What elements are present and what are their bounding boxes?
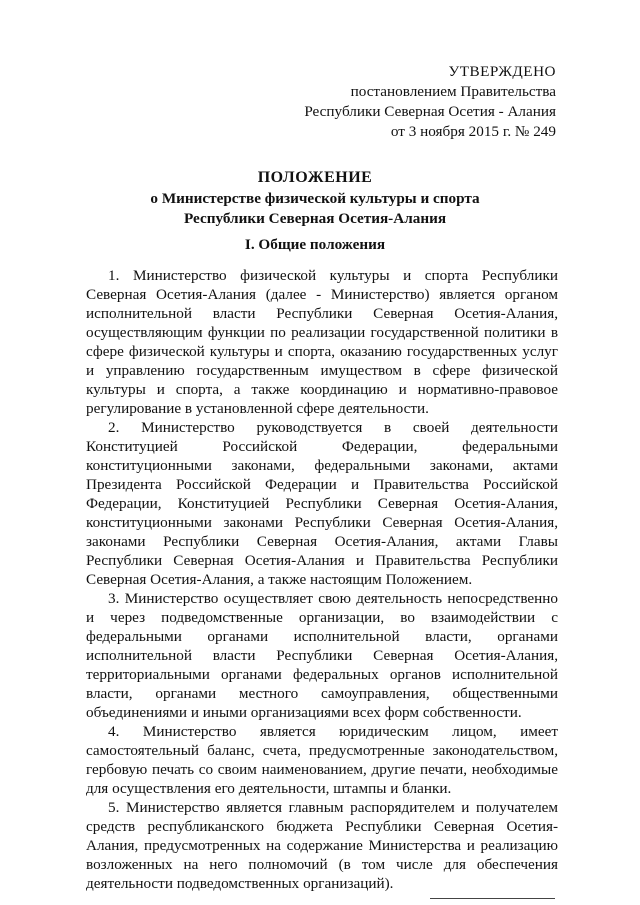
approval-line-date: от 3 ноября 2015 г. № 249 <box>390 123 556 140</box>
paragraph-3: 3. Министерство осуществляет свою деятельность непосредственно и через подведомственные организации, во взаимодействии с федеральными органами исполнительной власти, органами исполнительной власти Республики Северная Осетия-Алания, территориальными органами федеральных органов исполнительной власти, органами местного самоуправления, общественными объединениями и иными организациями всех форм собственности. <box>86 590 558 721</box>
paragraph-5: 5. Министерство является главным распорядителем и получателем средств республиканского бюджета Республики Северная Осетия-Алания, предусмотренных на содержание Министерства и реализацию возложенных на него полномочий (в том числе для обеспечения деятельности подведомственных организаций). <box>86 799 558 892</box>
approval-heading: УТВЕРЖДЕНО <box>448 63 556 80</box>
paragraph-1: 1. Министерство физической культуры и спорта Республики Северная Осетия-Алания (далее - Министерство) является органом исполнительной власти Республики Северная Осетия-Алания, осуществляющим функции по реализации государственной политики в сфере физической культуры и спорта, оказанию государственных услуг и управлению государственным имуществом в сфере физической культуры и спорта, а также координацию и нормативно-правовое регулирование в установленной сфере деятельности. <box>86 267 558 417</box>
document-title <box>70 168 560 229</box>
footer-divider <box>430 898 555 899</box>
section-heading: I. Общие положения <box>244 236 386 253</box>
approval-stamp <box>300 62 556 142</box>
approval-line-republic: Республики Северная Осетия - Алания <box>304 103 556 120</box>
title-main: ПОЛОЖЕНИЕ <box>257 169 373 186</box>
approval-line-decree: постановлением Правительства <box>350 83 556 100</box>
title-line-ministry: о Министерстве физической культуры и спорта <box>150 190 480 207</box>
paragraph-2: 2. Министерство руководствуется в своей деятельности Конституцией Российской Федерации, федеральными конституционными законами, федеральными законами, актами Президента Российской Федерации и Правительства Российской Федерации, Конституцией Республики Северная Осетия-Алания, конституционными законами Республики Северная Осетия-Алания, законами Республики Северная Осетия-Алания, актами Главы Республики Северная Осетия-Алания и Правительства Республики Северная Осетия-Алания, а также настоящим Положением. <box>86 419 558 588</box>
document-body <box>86 266 558 893</box>
paragraph-4: 4. Министерство является юридическим лицом, имеет самостоятельный баланс, счета, предусмотренные законодательством, гербовую печать со своим наименованием, другие печати, необходимые для осуществления его деятельности, штампы и бланки. <box>86 723 558 797</box>
title-line-republic: Республики Северная Осетия-Алания <box>183 210 447 227</box>
